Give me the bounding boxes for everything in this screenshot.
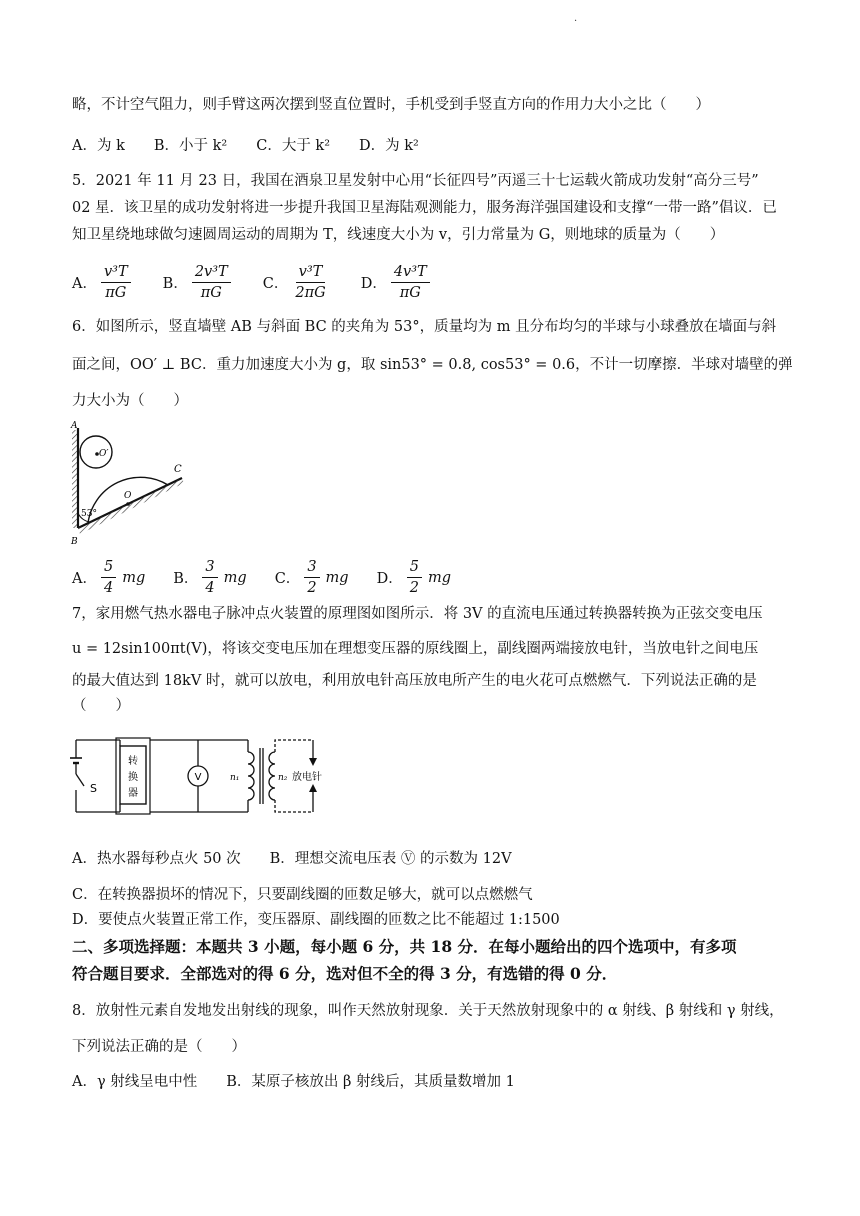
numerator: 2v³T xyxy=(192,262,231,283)
q8-stem-line-1: 8．放射性元素自发地发出射线的现象，叫作天然放射现象．关于天然放射现象中的 α 射线、β 射线和 γ 射线， xyxy=(72,1003,784,1019)
q8-options-ab: A．γ 射线呈电中性 B．某原子核放出 β 射线后，其质量数增加 1 xyxy=(72,1074,515,1090)
q4-stem-line: 略，不计空气阻力，则手臂这两次摆到竖直位置时，手机受到手竖直方向的作用力大小之比（ ） xyxy=(72,97,710,113)
voltmeter-label: V xyxy=(194,772,202,783)
wire xyxy=(275,800,313,812)
denominator: 2 xyxy=(409,580,419,596)
denominator: 4 xyxy=(205,580,215,596)
q6-stem-line-2: 面之间，OO′ ⊥ BC．重力加速度大小为 g，取 sin53° = 0.8, cos53° = 0.6，不计一切摩擦．半球对墙壁的弹 xyxy=(72,357,793,373)
fraction xyxy=(101,557,116,598)
needle-label: 放电针 xyxy=(292,772,322,783)
n1-label: n₁ xyxy=(230,773,240,783)
q5-stem-line-2: 02 星．该卫星的成功发射将进一步提升我国卫星海陆观测能力，服务海洋强国建设和支撑“一带一路”倡议．已 xyxy=(72,200,777,216)
q8-stem-line-2: 下列说法正确的是（ ） xyxy=(72,1039,246,1055)
q7-option-d: D．要使点火装置正常工作，变压器原、副线圈的匝数之比不能超过 1:1500 xyxy=(72,912,560,928)
q5-option-c xyxy=(263,262,333,303)
option-label: D． xyxy=(360,276,387,292)
denominator: 2 xyxy=(307,580,317,596)
center-o xyxy=(126,502,130,506)
converter-char: 转 xyxy=(128,756,138,767)
q7-options-ab: A．热水器每秒点火 50 次 B．理想交流电压表 Ⓥ 的示数为 12V xyxy=(72,851,512,867)
section-2-heading-1: 二、多项选择题：本题共 3 小题，每小题 6 分，共 18 分．在每小题给出的四个选项中，有多项 xyxy=(72,937,737,956)
fraction xyxy=(202,557,217,598)
unit: mg xyxy=(223,569,247,586)
q5-option-a xyxy=(72,262,135,303)
option-label: A． xyxy=(72,276,97,292)
fraction xyxy=(391,262,430,303)
q5-option-b xyxy=(163,262,235,303)
primary-coil xyxy=(248,752,254,800)
secondary-coil xyxy=(269,752,275,800)
option-label: B． xyxy=(162,276,188,292)
fraction xyxy=(407,557,422,598)
q6-stem-line-1: 6．如图所示，竖直墙壁 AB 与斜面 BC 的夹角为 53°，质量均为 m 且分布均匀的半球与小球叠放在墙面与斜 xyxy=(72,319,777,335)
unit: mg xyxy=(122,569,146,586)
fraction xyxy=(304,557,319,598)
numerator: v³T xyxy=(101,262,131,283)
option-label: A． xyxy=(72,571,97,587)
converter-char: 器 xyxy=(128,788,138,799)
option-label: B． xyxy=(173,571,199,587)
denominator: 2πG xyxy=(295,285,326,301)
header-mark: · xyxy=(574,16,578,27)
fraction xyxy=(101,262,131,303)
needle-tip-bottom xyxy=(309,784,317,792)
denominator: 4 xyxy=(103,580,114,596)
numerator: v³T xyxy=(296,262,326,283)
q6-option-b xyxy=(173,557,246,598)
unit: mg xyxy=(427,569,452,586)
switch-label: S xyxy=(90,782,97,795)
section-2-heading-2: 符合题目要求．全部选对的得 6 分，选对但不全的得 3 分，有选错的得 0 分． xyxy=(72,964,618,983)
needle-tip-top xyxy=(309,758,317,766)
q6-option-a xyxy=(72,557,145,598)
numerator: 3 xyxy=(304,557,319,578)
q5-stem-line-3: 知卫星绕地球做匀速圆周运动的周期为 T，线速度大小为 v，引力常量为 G，则地球的质量为（ ） xyxy=(72,227,725,243)
option-label: C． xyxy=(262,276,289,292)
unit: mg xyxy=(325,569,349,586)
wire xyxy=(275,740,313,752)
numerator: 5 xyxy=(407,557,422,578)
fraction xyxy=(292,262,328,303)
q6-options xyxy=(72,557,479,598)
label-angle: 53° xyxy=(81,509,97,519)
denominator: πG xyxy=(105,285,127,301)
q5-stem-line-1: 5．2021 年 11 月 23 日，我国在酒泉卫星发射中心用“长征四号”丙遥三十七运载火箭成功发射“高分三号” xyxy=(72,173,759,189)
option-label: C． xyxy=(274,571,301,587)
q6-stem-line-3: 力大小为（ ） xyxy=(72,393,188,409)
q6-option-d xyxy=(377,557,451,598)
label-a: A xyxy=(71,421,78,431)
q4-options: A．为 k B．小于 k² C．大于 k² D．为 k² xyxy=(72,138,419,154)
q7-option-c: C．在转换器损坏的情况下，只要副线圈的匝数足够大，就可以点燃燃气 xyxy=(72,887,533,903)
numerator: 4v³T xyxy=(391,262,430,283)
q5-option-d xyxy=(361,262,434,303)
numerator: 5 xyxy=(101,557,116,578)
label-o-prime: O′ xyxy=(99,449,109,459)
n2-label: n₂ xyxy=(278,773,288,783)
label-c: C xyxy=(174,464,182,475)
q6-option-c xyxy=(275,557,349,598)
q5-options xyxy=(72,262,462,303)
label-b: B xyxy=(71,537,78,547)
q7-stem-line-3: 的最大值达到 18kV 时，就可以放电，利用放电针高压放电所产生的电火花可点燃燃气．下列说法正确的是 xyxy=(72,673,757,689)
converter-char: 换 xyxy=(128,772,138,783)
q7-stem-line-4: （ ） xyxy=(72,698,130,714)
denominator: πG xyxy=(200,285,222,301)
q7-circuit-figure xyxy=(70,728,340,820)
label-o: O xyxy=(124,491,132,501)
switch xyxy=(76,774,84,786)
denominator: πG xyxy=(399,285,421,301)
option-label: D． xyxy=(376,571,403,587)
q6-figure xyxy=(70,418,200,550)
fraction xyxy=(192,262,231,303)
q7-stem-line-2: u = 12sin100πt(V)，将该交变电压加在理想变压器的原线圈上，副线圈两端接放电针，当放电针之间电压 xyxy=(72,641,759,657)
numerator: 3 xyxy=(202,557,217,578)
q7-stem-line-1: 7，家用燃气热水器电子脉冲点火装置的原理图如图所示．将 3V 的直流电压通过转换器转换为正弦交变电压 xyxy=(72,606,763,622)
